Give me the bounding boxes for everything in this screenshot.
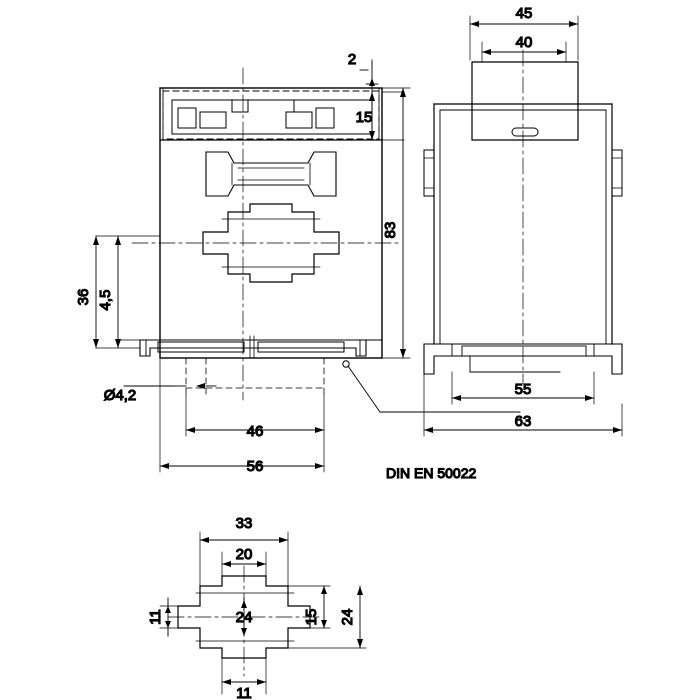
- window-section-dimensions: [160, 532, 366, 694]
- dim-24-right: 24: [339, 608, 356, 626]
- dim-24-inner: 24: [235, 609, 253, 626]
- dim-56: 56: [246, 458, 264, 475]
- dim-33: 33: [235, 515, 253, 532]
- dim-20: 20: [235, 546, 253, 563]
- dim-83: 83: [382, 221, 399, 239]
- dim-15: 15: [303, 608, 320, 626]
- dim-11-left: 11: [147, 609, 164, 625]
- side-view: [424, 50, 622, 384]
- dim-4-5: 4,5: [97, 289, 114, 311]
- dim-11-bottom: 11: [236, 685, 252, 700]
- dim-15: 15: [355, 109, 373, 126]
- dim-45: 45: [515, 5, 533, 22]
- dim-40: 40: [515, 34, 533, 51]
- dim-dia-4-2: Ø4,2: [103, 387, 137, 404]
- dim-36: 36: [75, 288, 92, 306]
- dim-2: 2: [347, 51, 357, 68]
- dim-46: 46: [246, 423, 264, 440]
- dim-55: 55: [514, 381, 532, 398]
- front-view-dimensions: [93, 60, 520, 472]
- dim-63: 63: [514, 413, 532, 430]
- standard-note: DIN EN 50022: [386, 465, 477, 481]
